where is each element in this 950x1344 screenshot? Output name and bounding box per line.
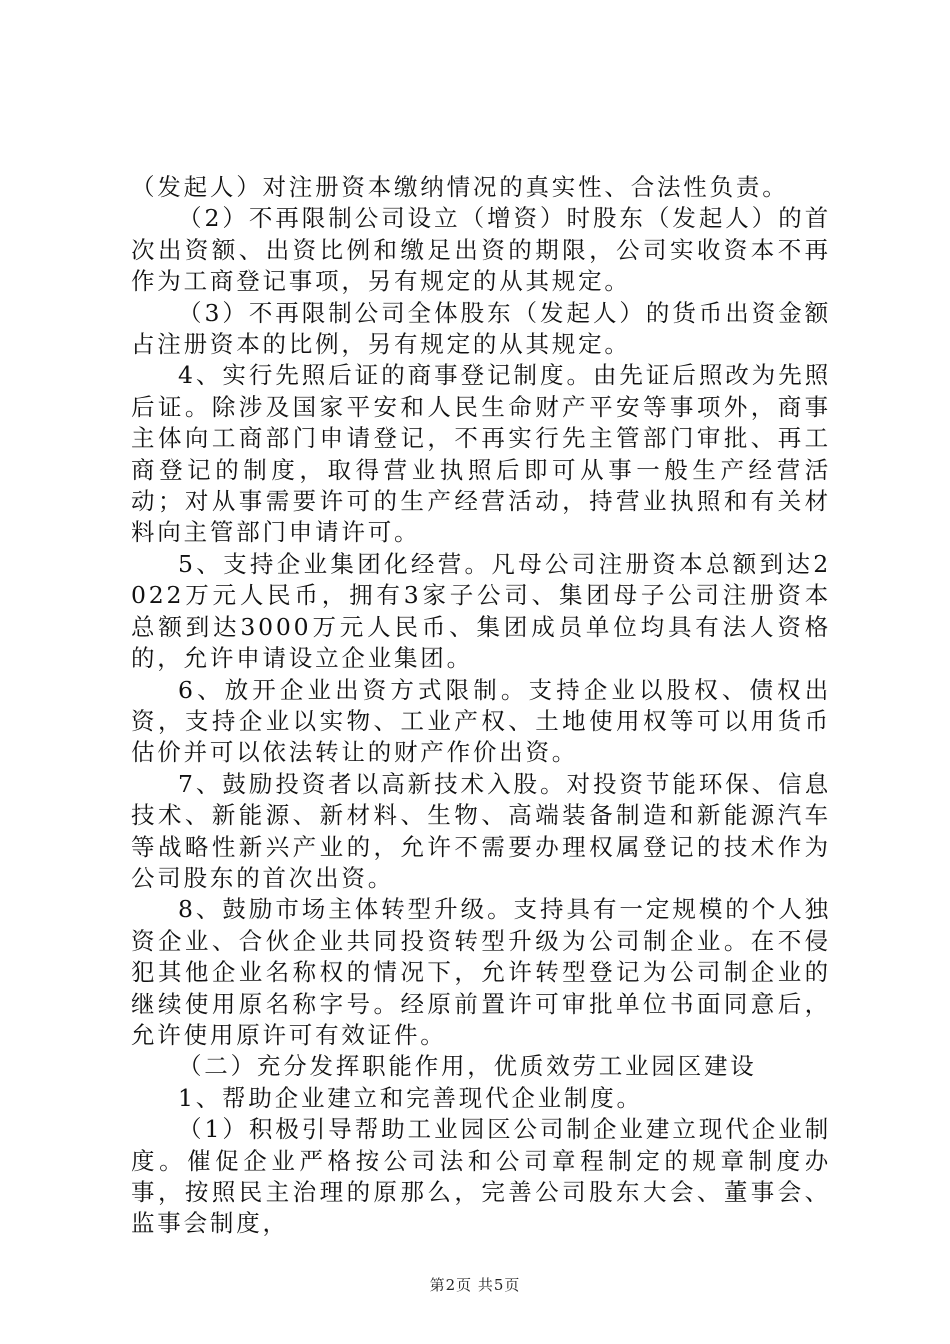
paragraph-2: （2）不再限制公司设立（增资）时股东（发起人）的首次出资额、出资比例和缴足出资的期限，公司实收资本不再作为工商登记事项，另有规定的从其规定。: [131, 204, 831, 296]
paragraph-7: 7、鼓励投资者以高新技术入股。对投资节能环保、信息技术、新能源、新材料、生物、高端装备制造和新能源汽车等战略性新兴产业的，允许不需要办理权属登记的技术作为公司股东的首次出资。: [131, 769, 831, 892]
paragraph-5: 5、支持企业集团化经营。凡母公司注册资本总额到达2022万元人民币，拥有3家子公司、集团母子公司注册资本总额到达3000万元人民币、集团成员单位均具有法人资格的，允许申请设立企业集团。: [131, 549, 831, 673]
document-body: [131, 172, 831, 1240]
paragraph-4: 4、实行先照后证的商事登记制度。由先证后照改为先照后证。除涉及国家平安和人民生命财产平安等事项外，商事主体向工商部门申请登记，不再实行先主管部门审批、再工商登记的制度，取得营业执照后即可从事一般生产经营活动；对从事需要许可的生产经营活动，持营业执照和有关材料向主管部门申请许可。: [131, 361, 831, 547]
paragraph-6: 6、放开企业出资方式限制。支持企业以股权、债权出资，支持企业以实物、工业产权、土地使用权等可以用货币估价并可以依法转让的财产作价出资。: [131, 675, 831, 767]
paragraph-3: （3）不再限制公司全体股东（发起人）的货币出资金额占注册资本的比例，另有规定的从其规定。: [131, 298, 831, 359]
paragraph-1: （发起人）对注册资本缴纳情况的真实性、合法性负责。: [131, 173, 789, 201]
paragraph-11: （1）积极引导帮助工业园区公司制企业建立现代企业制度。催促企业严格按公司法和公司章程制定的规章制度办事，按照民主治理的原那么，完善公司股东大会、董事会、监事会制度，: [131, 1115, 831, 1238]
paragraph-8: 8、鼓励市场主体转型升级。支持具有一定规模的个人独资企业、合伙企业共同投资转型升级为公司制企业。在不侵犯其他企业名称权的情况下，允许转型登记为公司制企业的继续使用原名称字号。经原前置许可审批单位书面同意后，允许使用原许可有效证件。: [131, 895, 831, 1049]
paragraph-10: 1、帮助企业建立和完善现代企业制度。: [178, 1083, 643, 1112]
page-footer: 第2页 共5页: [429, 1276, 521, 1294]
section-heading: （二）充分发挥职能作用，优质效劳工业园区建设: [178, 1052, 757, 1081]
